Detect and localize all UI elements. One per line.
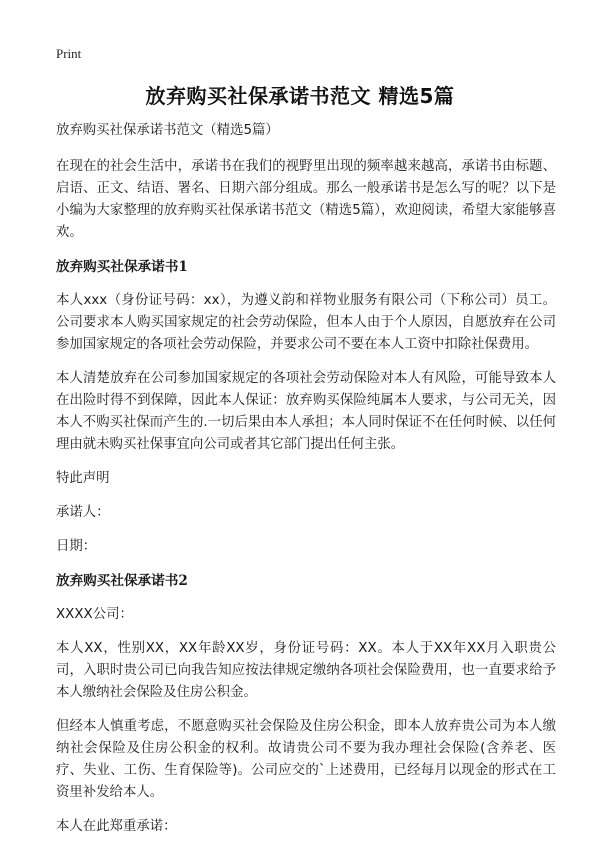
section1-paragraph-2: 本人清楚放弃在公司参加国家规定的各项社会劳动保险对本人有风险，可能导致本人在出险时得不到保障，因此本人保证：放弃购买保险纯属本人要求，与公司无关，因本人不购买社保而产生的.一切后果由本人承担；本人同时保证不在任何时候、以任何理由就未购买社保事宜向公司或者其它部门提出任何主张。 [56, 371, 556, 452]
signer-line: 承诺人： [56, 505, 110, 520]
print-link[interactable]: Print [56, 46, 82, 61]
document-subtitle: 放弃购买社保承诺书范文（精选5篇） [56, 123, 279, 138]
section1-paragraph-1: 本人xxx（身份证号码：xx），为遵义韵和祥物业服务有限公司（下称公司）员工。公司要求本人购买国家规定的社会劳动保险，但本人由于个人原因，自愿放弃在公司参加国家规定的各项社会劳动保险，并要求公司不要在本人工资中扣除社保费用。 [56, 293, 556, 352]
section-heading-2: 放弃购买社保承诺书2 [56, 573, 188, 589]
declaration-line: 特此声明 [56, 471, 110, 486]
document-body [56, 120, 556, 850]
section2-paragraph-1: 本人XX，性别XX，XX年龄XX岁，身份证号码：XX。本人于XX年XX月入职贵公司，入职时贵公司已向我告知应按法律规定缴纳各项社会保险费用，也一直要求给予本人缴纳社会保险及住房公积金。 [56, 641, 556, 700]
section2-paragraph-3: 本人在此郑重承诺： [56, 819, 177, 834]
document-title: 放弃购买社保承诺书范文 精选5篇 [145, 84, 455, 108]
section2-paragraph-2: 但经本人慎重考虑，不愿意购买社会保险及住房公积金，即本人放弃贵公司为本人缴纳社会保险及住房公积金的权利。故请贵公司不要为我办理社会保险(含养老、医疗、失业、工伤、生育保险等)。公司应交的`上述费用，已经每月以现金的形式在工资里补发给本人。 [56, 719, 556, 800]
date-line: 日期： [56, 539, 97, 554]
section-heading-1: 放弃购买社保承诺书1 [56, 259, 188, 275]
intro-paragraph: 在现在的社会生活中，承诺书在我们的视野里出现的频率越来越高，承诺书由标题、启语、正文、结语、署名、日期六部分组成。那么一般承诺书是怎么写的呢？以下是小编为大家整理的放弃购买社保承诺书范文（精选5篇），欢迎阅读，希望大家能够喜欢。 [56, 159, 556, 240]
salutation-line: XXXX公司： [56, 607, 133, 622]
